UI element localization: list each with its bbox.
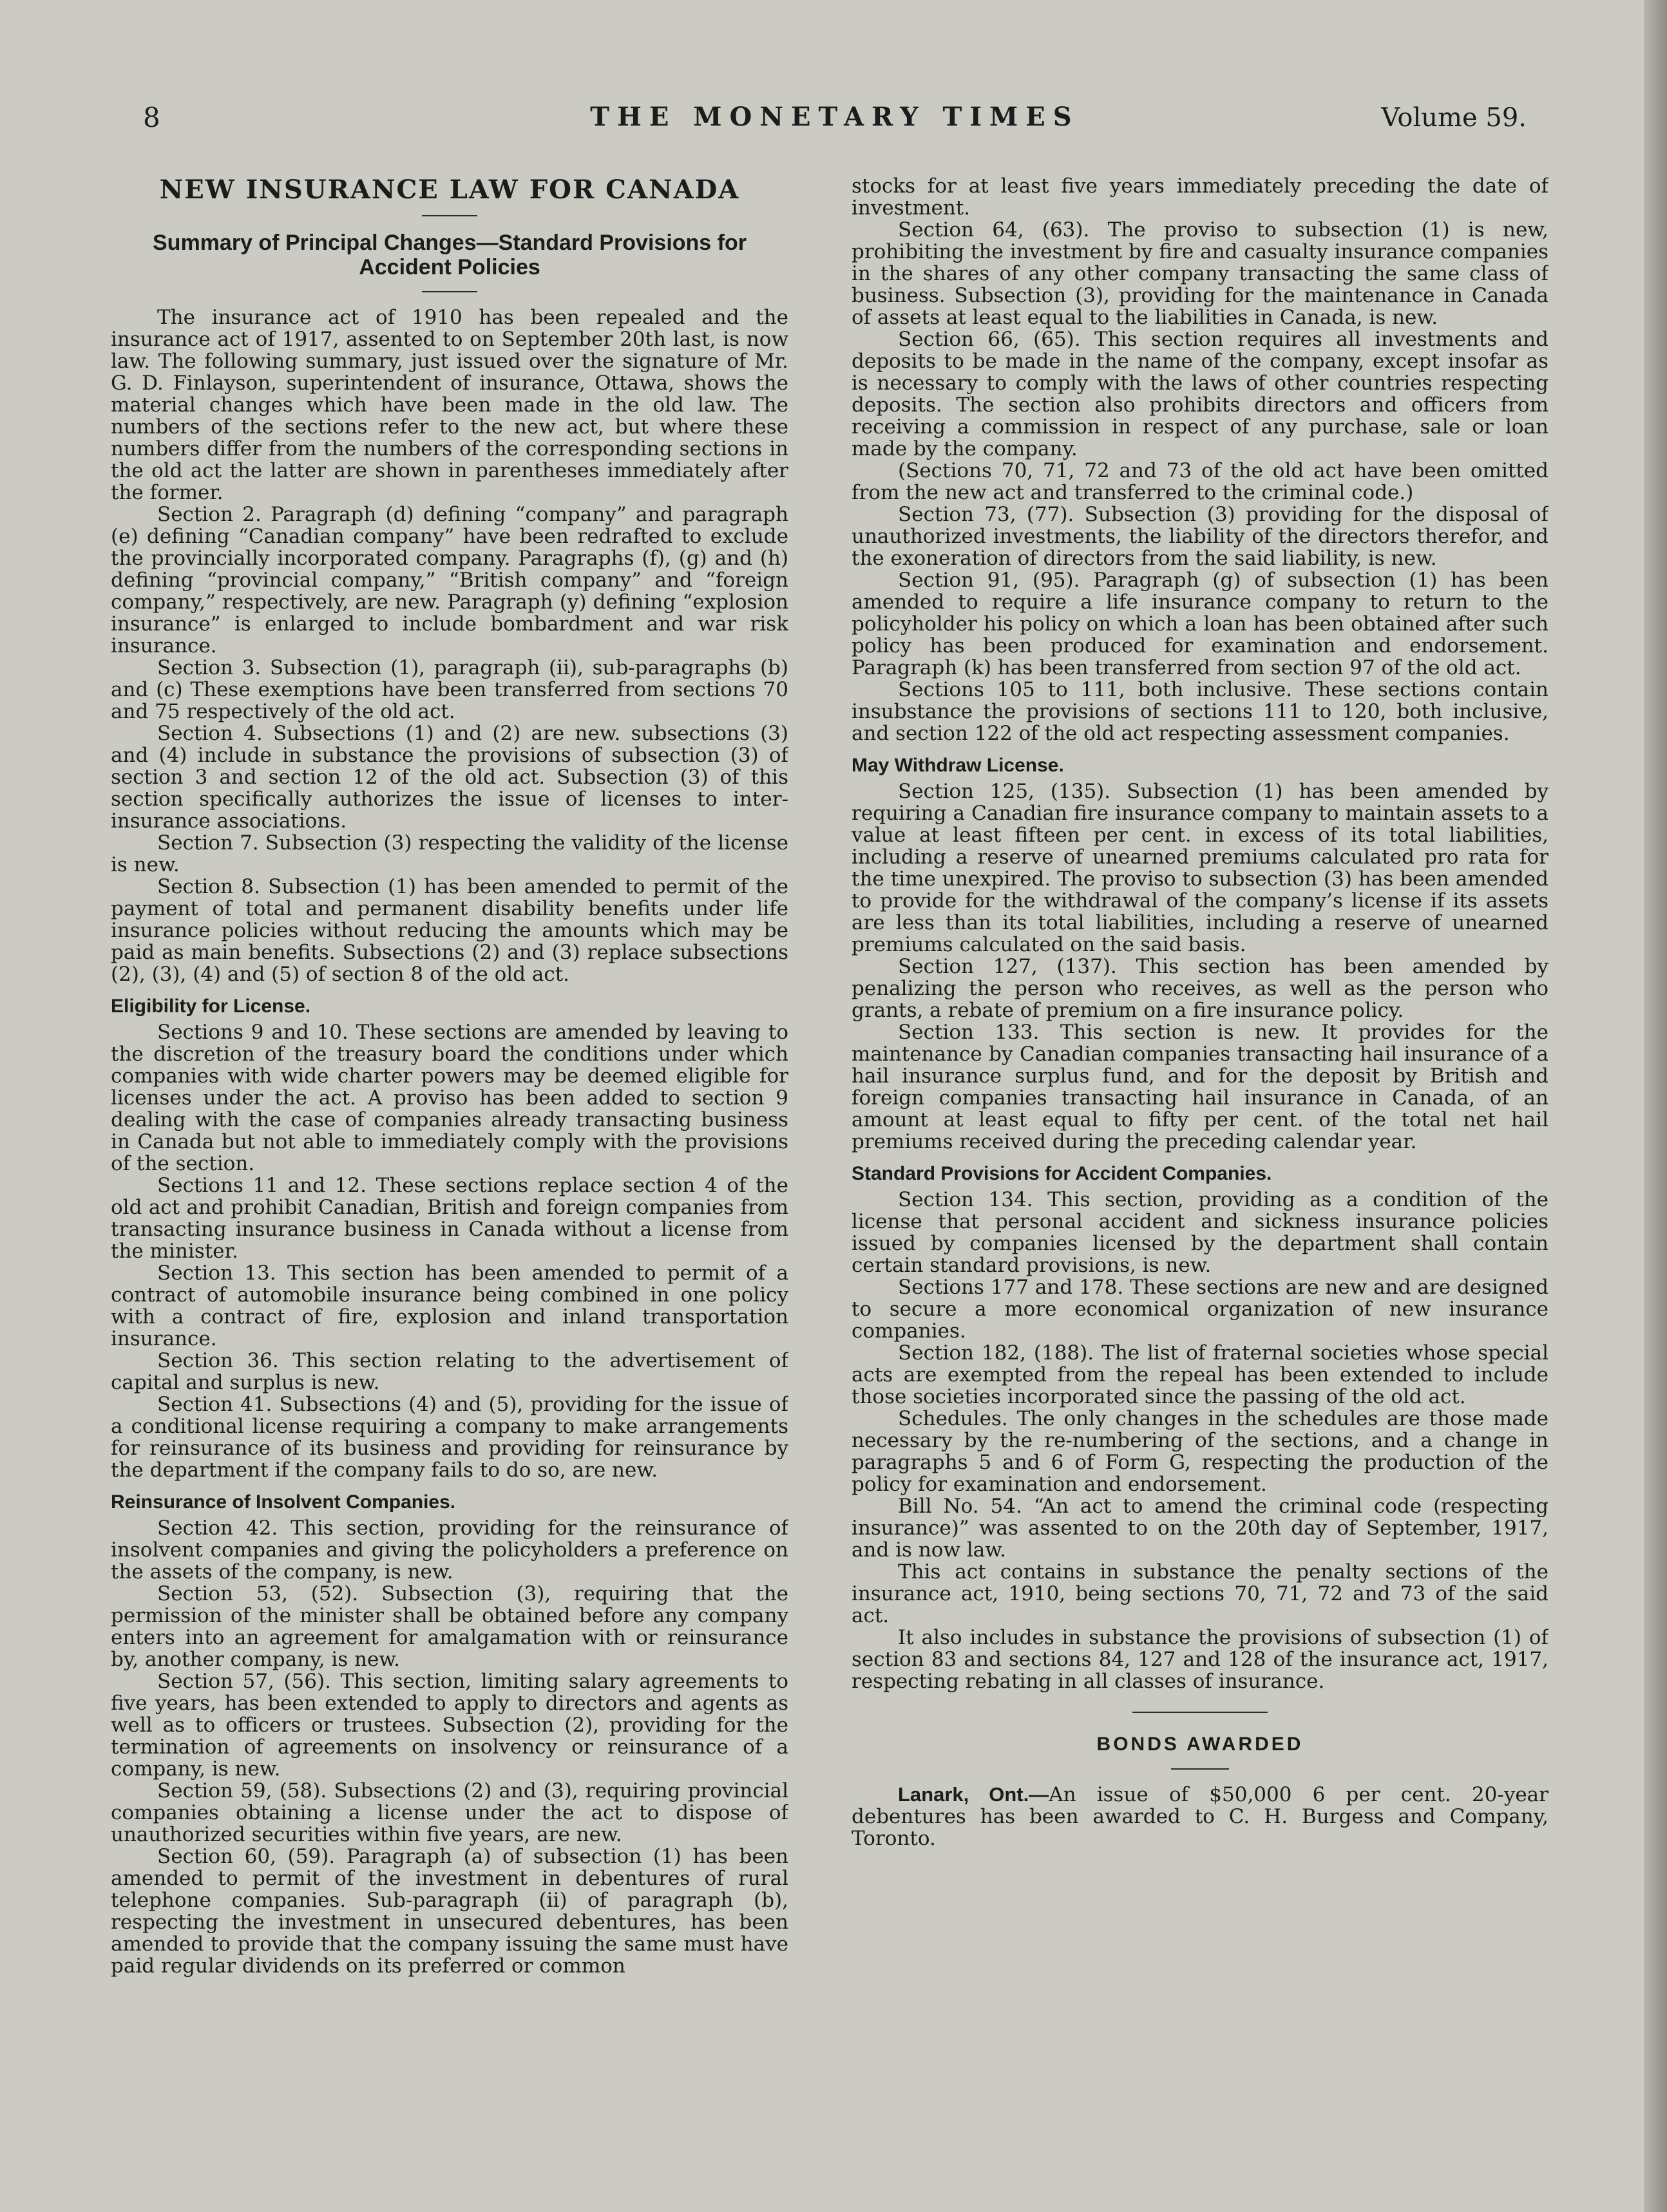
right-column-body [852,175,1548,1692]
body-paragraph: Section 64, (63). The proviso to subsection (1) is new, prohibiting the investment by fire and casualty insurance companies in the shares of any other company transacting the same class of business. Subsection (3), providing for the maintenance in Canada of assets at least equal to the liabilities in Canada, is new. [852,218,1548,329]
body-paragraph: Section 53, (52). Subsection (3), requiring that the permission of the minister shall be obtained before any company enters into an agreement for amalgamation with or reinsurance by, another company, is new. [111,1582,788,1671]
bonds-text: An issue of $50,000 6 per cent. 20-year debentures has been awarded to C. H. Burgess and Company, Toronto. [852,1783,1548,1850]
section-heading: May Withdraw License. [852,755,1064,776]
section-heading: Reinsurance of Insolvent Companies. [111,1491,456,1513]
publication-title: THE MONETARY TIMES [590,102,1080,132]
body-paragraph: Section 4. Subsections (1) and (2) are new. subsections (3) and (4) include in substance the provisions of subsection (3) of section 3 and section 12 of the old act. Subsection (3) of this section specifically authorizes the issue of licenses to inter-insurance associations. [111,722,788,833]
body-paragraph: Bill No. 54. “An act to amend the criminal code (respecting insurance)” was assented to on the 20th day of September, 1917, and is now law. [852,1495,1548,1562]
body-paragraph: Section 36. This section relating to the advertisement of capital and surplus is new. [111,1349,788,1394]
body-paragraph: Section 2. Paragraph (d) defining “company” and paragraph (e) defining “Canadian company” have been redrafted to exclude the provincially incorporated company. Paragraphs (f), (g) and (h) defining “provincial company,” “British company” and “foreign company,” respectively, are new. Paragraph (y) defining “explosion insurance” is enlarged to include bombardment and war risk insurance. [111,503,788,657]
body-paragraph: Schedules. The only changes in the schedules are those made necessary by the re-numbering of the sections, and a change in paragraphs 5 and 6 of Form G, respecting the production of the policy for examination and endorsement. [852,1407,1548,1496]
body-paragraph: Section 125, (135). Subsection (1) has been amended by requiring a Canadian fire insurance company to maintain assets to a value at least fifteen per cent. in excess of its total liabilities, including a reserve of unearned premiums calculated pro rata for the time unexpired. The proviso to subsection (3) has been amended to provide for the withdrawal of the company’s license if its assets are less than its total liabilities, including a reserve of unearned premiums calculated on the said basis. [852,780,1548,956]
body-paragraph: Section 66, (65). This section requires all investments and deposits to be made in the name of the company, except insofar as is necessary to comply with the laws of other countries respecting deposits. The section also prohibits directors and officers from receiving a commission in respect of any purchase, sale or loan made by the company. [852,328,1548,460]
body-paragraph: Section 73, (77). Subsection (3) providing for the disposal of unauthorized investments, the liability of the directors therefor, and the exoneration of directors from the said liability, is new. [852,503,1548,570]
left-column [111,175,788,2120]
body-paragraph: Sections 105 to 111, both inclusive. These sections contain insubstance the provisions of sections 111 to 120, both inclusive, and section 122 of the old act respecting assessment companies. [852,678,1548,745]
body-paragraph: Section 57, (56). This section, limiting salary agreements to five years, has been extended to apply to directors and agents as well as to officers or trustees. Subsection (2), providing for the termination of agreements on insolvency or reinsurance of a company, is new. [111,1670,788,1781]
bonds-lead: Lanark, Ont.— [898,1783,1049,1806]
page-header [143,102,1527,147]
body-paragraph: Section 42. This section, providing for the reinsurance of insolvent companies and giving the policyholders a preference on the assets of the company, is new. [111,1517,788,1583]
body-paragraph: Section 91, (95). Paragraph (g) of subsection (1) has been amended to require a life insurance company to return to the policyholder his policy on which a loan has been obtained after such policy has been produced for examination and endorsement. Paragraph (k) has been transferred from section 97 of the old act. [852,569,1548,679]
volume-label: Volume 59. [1381,103,1527,133]
body-paragraph: Section 3. Subsection (1), paragraph (ii), sub-paragraphs (b) and (c) These exemptions have been transferred from sections 70 and 75 respectively of the old act. [111,656,788,723]
section-divider [1132,1712,1268,1713]
body-paragraph: Section 133. This section is new. It provides for the maintenance by Canadian companies transacting hail insurance of a hail insurance surplus fund, and for the deposit by British and foreign companies transacting hail insurance in Canada, of an amount at least equal to fifty per cent. of the total net hail premiums received during the preceding calendar year. [852,1021,1548,1153]
body-paragraph: The insurance act of 1910 has been repealed and the insurance act of 1917, assented to on September 20th last, is now law. The following summary, just issued over the signature of Mr. G. D. Finlayson, superintendent of insurance, Ottawa, shows the material changes which have been made in the old law. The numbers of the sections refer to the new act, but where these numbers differ from the numbers of the corresponding sections in the old act the latter are shown in parentheses immediately after the former. [111,306,788,504]
page-number: 8 [143,102,160,133]
body-paragraph: Section 59, (58). Subsections (2) and (3), requiring provincial companies obtaining a license under the act to dispose of unauthorized securities within five years, are new. [111,1779,788,1846]
page-edge-shadow [1644,0,1667,2212]
left-column-body [111,307,788,1977]
body-paragraph: Sections 11 and 12. These sections replace section 4 of the old act and prohibit Canadian, British and foreign companies from transacting insurance business in Canada without a license from the minister. [111,1174,788,1263]
body-paragraph: Section 60, (59). Paragraph (a) of subsection (1) has been amended to permit of the investment in debentures of rural telephone companies. Sub-paragraph (ii) of paragraph (b), respecting the investment in unsecured debentures, has been amended to provide that the company issuing the same must have paid regular dividends on its preferred or common [111,1845,788,1978]
body-paragraph: Section 127, (137). This section has been amended by penalizing the person who receives, as well as the person who grants, a rebate of premium on a fire insurance policy. [852,955,1548,1022]
article-title: NEW INSURANCE LAW FOR CANADA [159,175,740,205]
body-paragraph: Sections 9 and 10. These sections are amended by leaving to the discretion of the treasury board the conditions under which companies with wide charter powers may be deemed eligible for licenses under the act. A proviso has been added to section 9 dealing with the case of companies already transacting business in Canada but not able to immediately comply with the provisions of the section. [111,1021,788,1175]
body-paragraph: Sections 177 and 178. These sections are new and are designed to secure a more economical organization of new insurance companies. [852,1276,1548,1343]
body-paragraph: stocks for at least five years immediately preceding the date of investment. [852,175,1548,220]
body-paragraph: (Sections 70, 71, 72 and 73 of the old act have been omitted from the new act and transferred to the criminal code.) [852,459,1548,504]
body-paragraph: Section 182, (188). The list of fraternal societies whose special acts are exempted from the repeal has been extended to include those societies incorporated since the passing of the old act. [852,1341,1548,1408]
bonds-divider [1171,1768,1229,1770]
body-paragraph: Section 7. Subsection (3) respecting the validity of the license is new. [111,831,788,876]
section-heading: Eligibility for License. [111,996,311,1017]
subtitle-divider [422,291,477,292]
bonds-heading: BONDS AWARDED [1096,1734,1304,1755]
body-paragraph: Section 13. This section has been amended to permit of a contract of automobile insurance being combined in one policy with a contract of fire, explosion and inland transportation insurance. [111,1262,788,1350]
body-paragraph: This act contains in substance the penalty sections of the insurance act, 1910, being sections 70, 71, 72 and 73 of the said act. [852,1560,1548,1627]
right-column [852,175,1548,2120]
body-paragraph: It also includes in substance the provisions of subsection (1) of section 83 and sections 84, 127 and 128 of the insurance act, 1917, respecting rebating in all classes of insurance. [852,1626,1548,1693]
bonds-paragraph [852,1784,1548,1849]
body-paragraph: Section 41. Subsections (4) and (5), providing for the issue of a conditional license requiring a company to make arrangements for reinsurance of its business and providing for reinsurance by the department if the company fails to do so, are new. [111,1393,788,1482]
body-paragraph: Section 8. Subsection (1) has been amended to permit of the payment of total and permanent disability benefits under life insurance policies without reducing the amounts which may be paid as main benefits. Subsections (2) and (3) replace subsections (2), (3), (4) and (5) of section 8 of the old act. [111,875,788,986]
article-subtitle: Summary of Principal Changes—Standard Provisions for Accident Policies [153,231,747,279]
body-paragraph: Section 134. This section, providing as a condition of the license that personal accident and sickness insurance policies issued by companies licensed by the department shall contain certain standard provisions, is new. [852,1188,1548,1277]
title-divider [422,215,477,216]
section-heading: Standard Provisions for Accident Companies. [852,1163,1272,1184]
